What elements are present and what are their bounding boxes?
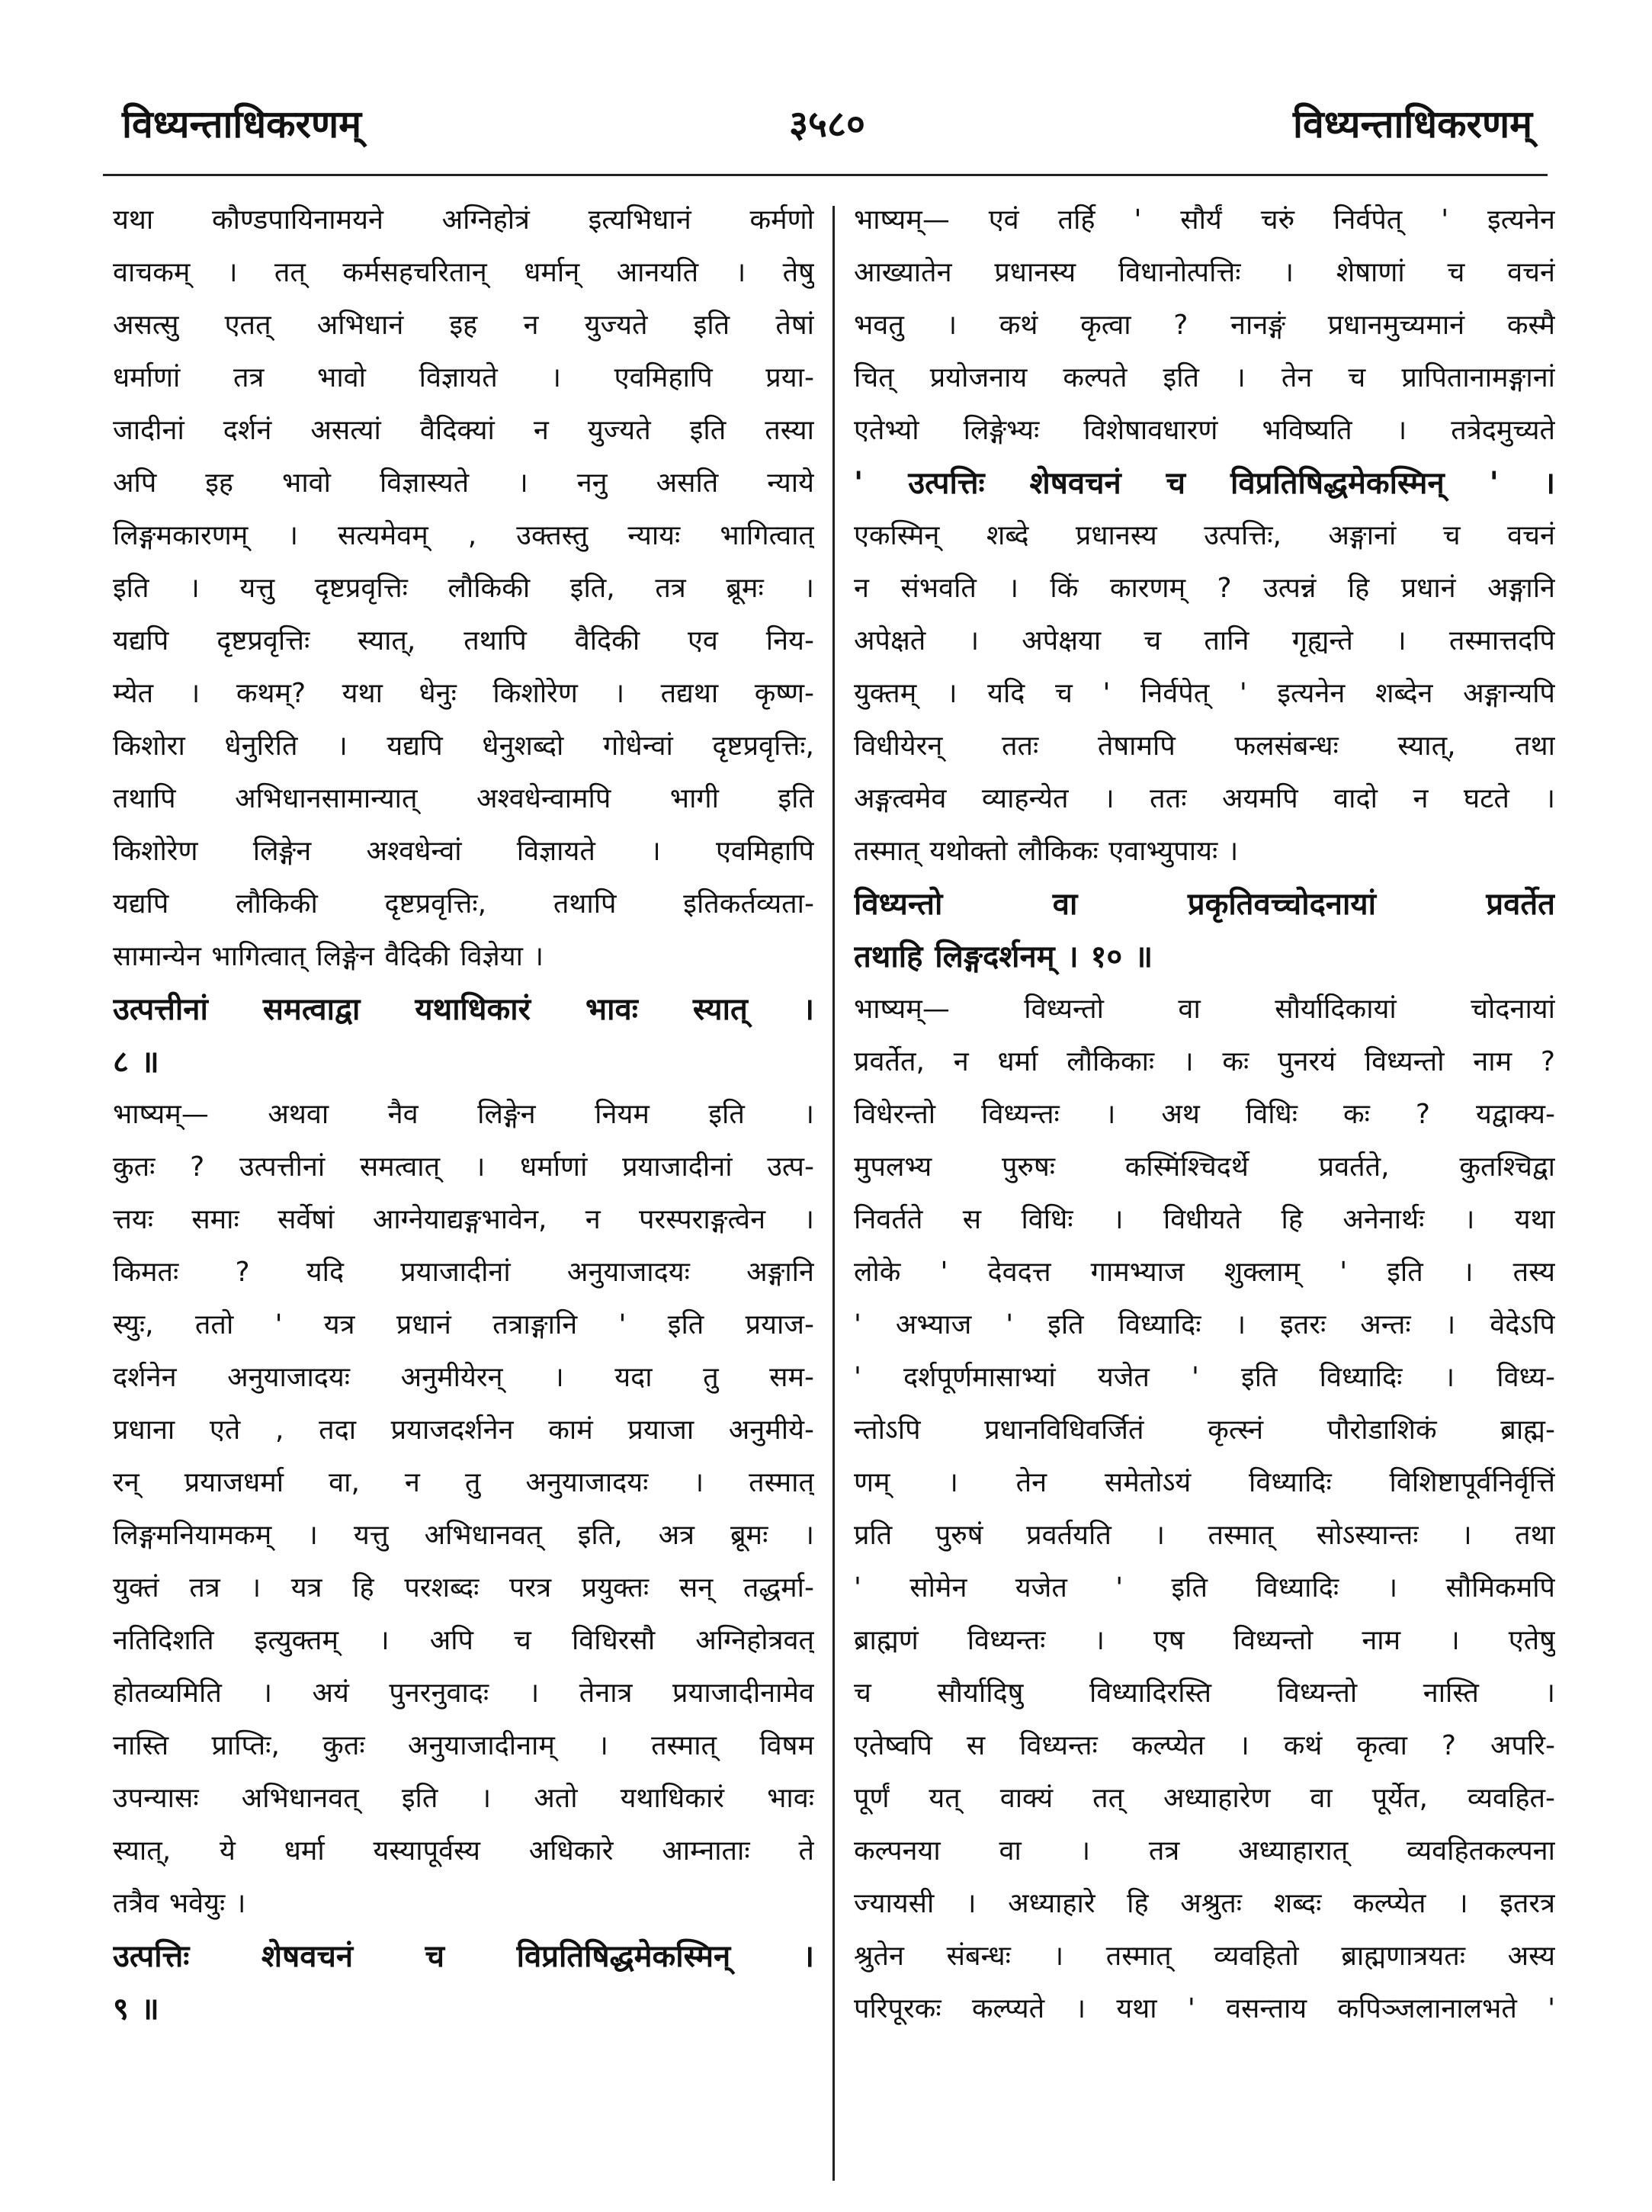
text-line: यद्यपि दृष्टप्रवृत्तिः स्यात्, तथापि वैदिकी एव निय- xyxy=(113,625,814,657)
text-line: रन् प्रयाजधर्मा वा, न तु अनुयाजादयः । तस्मात् xyxy=(113,1467,814,1498)
text-line: युक्तं तत्र । यत्र हि परशब्दः परत्र प्रयुक्तः सन् तद्धर्मा- xyxy=(113,1572,814,1604)
text-line: यद्यपि लौकिकी दृष्टप्रवृत्तिः, तथापि इतिकर्तव्यता- xyxy=(113,888,814,920)
header-rule xyxy=(103,174,1548,176)
text-line: णम् । तेन समेतोऽयं विध्यादिः विशिष्टापूर्वनिर्वृत्तिं xyxy=(854,1467,1555,1498)
header-right-title: विध्यन्ताधिकरणम् xyxy=(1293,102,1532,146)
text-line: स्यात्, ये धर्मा यस्यापूर्वस्य अधिकारे आम्नाताः ते xyxy=(113,1835,814,1867)
text-line: श्रुतेन संबन्धः । तस्मात् व्यवहितो ब्राह्मणात्रयतः अस्य xyxy=(854,1941,1555,1972)
text-line: असत्सु एतत् अभिधानं इह न युज्यते इति तेषां xyxy=(113,310,814,341)
right-column xyxy=(854,194,1555,2036)
text-line: नास्ति प्राप्तिः, कुतः अनुयाजादीनाम् । तस्मात् विषम xyxy=(113,1730,814,1761)
text-line: सामान्येन भागित्वात् लिङ्गेन वैदिकी विज्ञेया । xyxy=(113,941,544,972)
column-divider xyxy=(832,206,835,2181)
text-line: नतिदिशति इत्युक्तम् । अपि च विधिरसौ अग्निहोत्रवत् xyxy=(113,1625,814,1656)
text-line: स्युः, ततो ' यत्र प्रधानं तत्राङ्गानि ' इति प्रयाज- xyxy=(113,1309,814,1340)
text-line: किमतः ? यदि प्रयाजादीनां अनुयाजादयः अङ्गानि xyxy=(113,1257,814,1288)
text-line: अपेक्षते । अपेक्षया च तानि गृह्यन्ते । तस्मात्तदपि xyxy=(854,625,1555,657)
text-line: म्येत । कथम्? यथा धेनुः किशोरेण । तद्यथा कृष्ण- xyxy=(113,678,814,709)
text-line: कुतः ? उत्पत्तीनां समत्वात् । धर्माणां प्रयाजादीनां उत्प- xyxy=(113,1151,814,1183)
text-line: तथापि अभिधानसामान्यात् अश्वधेन्वामपि भागी इति xyxy=(113,783,814,814)
sutra-number: ८ ॥ xyxy=(113,1045,159,1080)
text-line: ' दर्शपूर्णमासाभ्यां यजेत ' इति विध्यादिः । विध्य- xyxy=(854,1362,1555,1393)
text-line: परिपूरकः कल्प्यते । यथा ' वसन्ताय कपिञ्जलानालभते ' xyxy=(854,1993,1555,2024)
text-line: ब्राह्मणं विध्यन्तः । एष विध्यन्तो नाम । एतेषु xyxy=(854,1625,1555,1656)
text-line: यथा कौण्डपायिनामयने अग्निहोत्रं इत्यभिधानं कर्मणो xyxy=(113,204,814,236)
text-line: त्तयः समाः सर्वेषां आग्नेयाद्यङ्गभावेन, न परस्पराङ्गत्वेन । xyxy=(113,1204,814,1235)
text-line: अपि इह भावो विज्ञास्यते । ननु असति न्याये xyxy=(113,467,814,499)
text-line: एतेष्वपि स विध्यन्तः कल्प्येत । कथं कृत्वा ? अपरि- xyxy=(854,1730,1555,1761)
page-header xyxy=(122,98,1532,151)
text-line: प्रधाना एते , तदा प्रयाजदर्शनेन कामं प्रयाजा अनुमीये- xyxy=(113,1414,814,1446)
sutra-line: विध्यन्तो वा प्रकृतिवच्चोदनायां प्रवर्तेत xyxy=(854,887,1555,922)
sutra-line: उत्पत्तिः शेषवचनं च विप्रतिषिद्धमेकस्मिन् । xyxy=(113,1939,814,1974)
text-line: कल्पनया वा । तत्र अध्याहारात् व्यवहितकल्पना xyxy=(854,1835,1555,1867)
text-line: च सौर्यादिषु विध्यादिरस्ति विध्यन्तो नास्ति । xyxy=(854,1677,1555,1709)
text-line: लिङ्गमनियामकम् । यत्तु अभिधानवत् इति, अत्र ब्रूमः । xyxy=(113,1520,814,1551)
text-line: वाचकम् । तत् कर्मसहचरितान् धर्मान् आनयति । तेषु xyxy=(113,257,814,288)
text-line: होतव्यमिति । अयं पुनरनुवादः । तेनात्र प्रयाजादीनामेव xyxy=(113,1677,814,1709)
text-line: तस्मात् यथोक्तो लौकिकः एवाभ्युपायः । xyxy=(854,836,1239,867)
left-column xyxy=(113,194,814,2036)
text-line: आख्यातेन प्रधानस्य विधानोत्पत्तिः । शेषाणां च वचनं xyxy=(854,257,1555,288)
text-line: ' अभ्याज ' इति विध्यादिः । इतरः अन्तः । वेदेऽपि xyxy=(854,1309,1555,1340)
text-line: भवतु । कथं कृत्वा ? नानङ्गं प्रधानमुच्यमानं कस्मै xyxy=(854,310,1555,341)
text-line: निवर्तते स विधिः । विधीयते हि अनेनार्थः । यथा xyxy=(854,1204,1555,1235)
text-line: धर्माणां तत्र भावो विज्ञायते । एवमिहापि प्रया- xyxy=(113,362,814,393)
text-line: भाष्यम्— अथवा नैव लिङ्गेन नियम इति । xyxy=(113,1099,814,1130)
text-line: विधेरन्तो विध्यन्तः । अथ विधिः कः ? यद्वाक्य- xyxy=(854,1099,1555,1130)
text-line: एतेभ्यो लिङ्गेभ्यः विशेषावधारणं भविष्यति । तत्रेदमुच्यते xyxy=(854,415,1555,446)
text-line: लिङ्गमकारणम् । सत्यमेवम् , उक्तस्तु न्यायः भागित्वात् xyxy=(113,520,814,551)
text-line: विधीयेरन् ततः तेषामपि फलसंबन्धः स्यात्, तथा xyxy=(854,730,1555,762)
text-line: पूर्णं यत् वाक्यं तत् अध्याहारेण वा पूर्येत, व्यवहित- xyxy=(854,1783,1555,1814)
text-line: मुपलभ्य पुरुषः कस्मिंश्चिदर्थे प्रवर्तते, कुतश्चिद्वा xyxy=(854,1151,1555,1183)
text-line: उपन्यासः अभिधानवत् इति । अतो यथाधिकारं भावः xyxy=(113,1783,814,1814)
sutra-number: ९ ॥ xyxy=(113,1992,159,2027)
text-line: जादीनां दर्शनं असत्यां वैदिक्यां न युज्यते इति तस्या xyxy=(113,415,814,446)
text-line: न्तोऽपि प्रधानविधिवर्जितं कृत्स्नं पौरोडाशिकं ब्राह्म- xyxy=(854,1414,1555,1446)
header-left-title: विध्यन्ताधिकरणम् xyxy=(122,102,361,146)
text-line: न संभवति । किं कारणम् ? उत्पन्नं हि प्रधानं अङ्गानि xyxy=(854,573,1555,604)
text-line: भाष्यम्— विध्यन्तो वा सौर्यादिकायां चोदनायां xyxy=(854,994,1555,1025)
text-line: इति । यत्तु दृष्टप्रवृत्तिः लौकिकी इति, तत्र ब्रूमः । xyxy=(113,573,814,604)
text-line: प्रवर्तेत, न धर्मा लौकिकाः । कः पुनरयं विध्यन्तो नाम ? xyxy=(854,1046,1555,1077)
text-line: प्रति पुरुषं प्रवर्तयति । तस्मात् सोऽस्यान्तः । तथा xyxy=(854,1520,1555,1551)
text-line: किशोरा धेनुरिति । यद्यपि धेनुशब्दो गोधेन्वां दृष्टप्रवृत्तिः, xyxy=(113,730,814,762)
text-line: ' सोमेन यजेत ' इति विध्यादिः । सौमिकमपि xyxy=(854,1572,1555,1604)
sutra-line: तथाहि लिङ्गदर्शनम् । १० ॥ xyxy=(854,939,1153,974)
text-line: किशोरेण लिङ्गेन अश्वधेन्वां विज्ञायते । एवमिहापि xyxy=(113,836,814,867)
text-line: भाष्यम्— एवं तर्हि ' सौर्यं चरुं निर्वपेत् ' इत्यनेन xyxy=(854,204,1555,236)
text-line: एकस्मिन् शब्दे प्रधानस्य उत्पत्तिः, अङ्गानां च वचनं xyxy=(854,520,1555,551)
sutra-line: उत्पत्तीनां समत्वाद्वा यथाधिकारं भावः स्यात् । xyxy=(113,992,814,1027)
text-line: तत्रैव भवेयुः । xyxy=(113,1888,246,1919)
text-line: अङ्गत्वमेव व्याहन्येत । ततः अयमपि वादो न घटते । xyxy=(854,783,1555,814)
text-line: युक्तम् । यदि च ' निर्वपेत् ' इत्यनेन शब्देन अङ्गान्यपि xyxy=(854,678,1555,709)
text-line: ज्यायसी । अध्याहारे हि अश्रुतः शब्दः कल्प्येत । इतरत्र xyxy=(854,1888,1555,1919)
text-line: चित् प्रयोजनाय कल्पते इति । तेन च प्रापितानामङ्गानां xyxy=(854,362,1555,393)
text-line: दर्शनेन अनुयाजादयः अनुमीयेरन् । यदा तु सम- xyxy=(113,1362,814,1393)
text-line: लोके ' देवदत्त गामभ्याज शुक्लाम् ' इति । तस्य xyxy=(854,1257,1555,1288)
page-number: ३५८० xyxy=(789,103,865,146)
sutra-line: ' उत्पत्तिः शेषवचनं च विप्रतिषिद्धमेकस्मिन् ' । xyxy=(854,466,1555,501)
